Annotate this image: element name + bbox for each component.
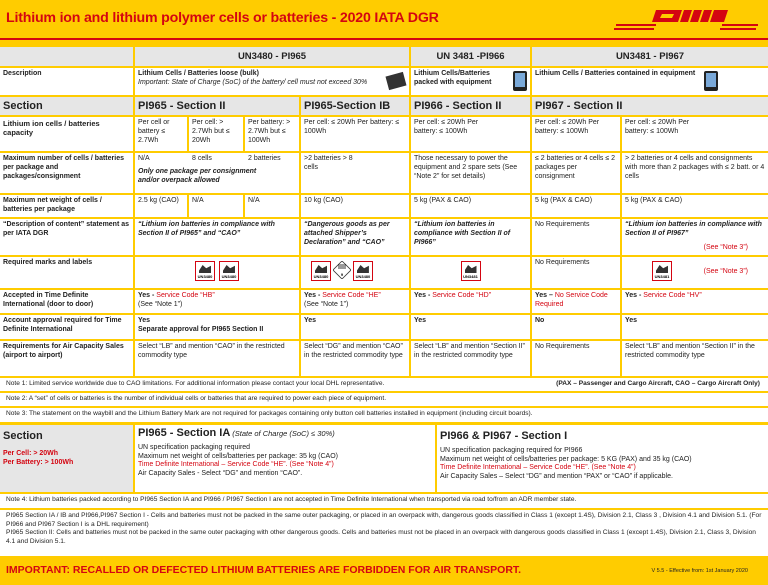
max-weight-c3: N/A bbox=[245, 195, 299, 217]
footer-warning: IMPORTANT: RECALLED OR DEFECTED LITHIUM BATTERIES ARE FORBIDDEN FOR AIR TRANSPORT. bbox=[6, 564, 522, 576]
note-3: Note 3: The statement on the waybill and the Lithium Battery Mark are not required for packages containing only button cell batteries installed in equipment (including circuit boards). bbox=[0, 408, 768, 422]
lithium-battery-mark-icon: UN3481 bbox=[461, 261, 481, 281]
max-weight-c2: N/A bbox=[189, 195, 243, 217]
description-content-c5: “Lithium ion batteries in compliance with Section II of PI966” bbox=[411, 219, 530, 255]
time-definite-row: Accepted in Time Definite International (door to door) Yes - Service Code “HB” (See “Note 1”) Yes - Service Code “HE” (See “Note 1”) Yes - Service Code “HD” Yes – No Service Code Required Yes - Service Code “HV” bbox=[0, 290, 768, 313]
version-label: V 5.5 - Effective from: 1st January 2020 bbox=[651, 568, 748, 574]
description-content-c1: “Lithium ion batteries in compliance with Section II of PI965” and “CAO” bbox=[135, 219, 299, 255]
max-number-c1: N/A bbox=[138, 155, 150, 162]
marks-c7-note: (See “Note 3”) bbox=[703, 268, 748, 275]
max-weight-c7: 5 kg (PAX & CAO) bbox=[622, 195, 768, 217]
section-pi965-ib: PI965-Section IB bbox=[301, 97, 409, 115]
capacity-c4: Per cell: ≤ 20Wh Per battery: ≤ 100Wh bbox=[301, 117, 409, 151]
header-un3480: UN3480 - PI965 bbox=[135, 47, 409, 66]
description-content-c4: “Dangerous goods as per attached Shipper’s Declaration” and “CAO” bbox=[301, 219, 409, 255]
section-row bbox=[0, 97, 768, 115]
lithium-battery-mark-icon: UN3480 bbox=[219, 261, 239, 281]
svg-text:9: 9 bbox=[340, 272, 344, 277]
lithium-battery-mark-icon: UN3481 bbox=[652, 261, 672, 281]
section-pi967-ii: PI967 - Section II bbox=[532, 97, 768, 115]
page-title: Lithium ion and lithium polymer cells or batteries - 2020 IATA DGR bbox=[6, 10, 439, 26]
max-weight-row bbox=[0, 195, 768, 217]
section-pi966-ii: PI966 - Section II bbox=[411, 97, 530, 115]
phone-icon bbox=[704, 71, 718, 91]
lithium-battery-mark-icon: UN3480 bbox=[311, 261, 331, 281]
air-capacity-row: Requirements for Air Capacity Sales (airport to airport) Select “LB” and mention “CAO” in the restricted commodity type Select “DG” and mention “CAO” in the restricted commodity type Select “LB” and mention “Section II” in the restricted commodity type No Requirements Select “LB” and mention “Section II” in the restricted commodity type bbox=[0, 341, 768, 376]
capacity-c7: Per cell: ≤ 20Wh Per battery: ≤ 100Wh bbox=[622, 117, 768, 151]
section-i-row: Section Per Cell: > 20Wh Per Battery: > 100Wh PI965 - Section IA (State of Charge (SoC) ≤ 30%) UN specification packaging required Maximum net weight of cells/batteries per package: 35 kg (CAO) Time Definite International – Service Code “HE”. (See “Note 4”) Air Capacity Sales - Select “DG” and mention “CAO”. PI966 & PI967 - Section I UN specification packaging required for PI966 Maximum net weight of cells/batteries per package: 5 KG (PAX) and 35 kg (CAO) Time Definite International – Service Code “HE”. (See “Note 4”) Air Capacity Sales – Select “DG” and mention “PAX” or “CAO” if applicable. bbox=[0, 425, 768, 492]
max-weight-c4: 10 kg (CAO) bbox=[301, 195, 409, 217]
description-pi967: Lithium Cells / Batteries contained in equipment bbox=[535, 70, 696, 77]
lithium-battery-mark-icon: UN3480 bbox=[195, 261, 215, 281]
max-number-c6: ≤ 2 batteries or 4 cells ≤ 2 packages per consignment bbox=[532, 153, 620, 193]
description-content-c6: No Requirements bbox=[532, 219, 620, 255]
max-weight-c1: 2.5 kg (CAO) bbox=[135, 195, 187, 217]
capacity-label: Lithium ion cells / batteries capacity bbox=[0, 117, 133, 151]
description-pi965: Lithium Cells / Batteries loose (bulk) bbox=[138, 70, 259, 77]
header-un3481-967: UN3481 - PI967 bbox=[532, 47, 768, 66]
header-un3481-966: UN 3481 -PI966 bbox=[411, 47, 530, 66]
capacity-c2: Per cell: > 2.7Wh but ≤ 20Wh bbox=[189, 117, 243, 151]
marks-row bbox=[0, 257, 768, 288]
time-definite-label: Accepted in Time Definite International (door to door) bbox=[0, 290, 133, 313]
description-content-c7-note: (See “Note 3”) bbox=[703, 244, 748, 252]
account-row: Account approval required for Time Definite International Yes Separate approval for PI965 Section II Yes Yes No Yes bbox=[0, 315, 768, 339]
marks-label: Required marks and labels bbox=[0, 257, 133, 288]
title-divider bbox=[0, 38, 768, 40]
description-content-c7: “Lithium ion batteries in compliance with Section II of PI967” bbox=[625, 221, 762, 237]
capacity-row bbox=[0, 117, 768, 151]
max-number-c5: Those necessary to power the equipment and 2 spare sets (See “Note 2” for set details) bbox=[411, 153, 530, 193]
header-row bbox=[0, 47, 768, 66]
description-label: Description bbox=[0, 68, 133, 95]
description-pi966: Lithium Cells/Batteries packed with equipment bbox=[414, 70, 492, 86]
note-2: Note 2: A “set” of cells or batteries is the number of individual cells or batteries that are required to power each piece of equipment. bbox=[0, 393, 768, 406]
max-number-c3: 2 batteries bbox=[248, 155, 281, 162]
phone-icon bbox=[513, 71, 527, 91]
capacity-c3: Per battery: > 2.7Wh but ≤ 100Wh bbox=[245, 117, 299, 151]
dhl-logo bbox=[612, 6, 762, 34]
description-row bbox=[0, 68, 768, 95]
capacity-c6: Per cell: ≤ 20Wh Per battery: ≤ 100Wh bbox=[532, 117, 620, 151]
capacity-c1: Per cell or battery ≤ 2.7Wh bbox=[135, 117, 187, 151]
account-label: Account approval required for Time Definite International bbox=[0, 315, 133, 339]
section-label: Section bbox=[0, 97, 133, 115]
max-weight-c5: 5 kg (PAX & CAO) bbox=[411, 195, 530, 217]
max-number-row bbox=[0, 153, 768, 193]
description-content-label: “Description of content” statement as per IATA DGR bbox=[0, 219, 133, 255]
note-4: Note 4: Lithium batteries packed according to PI965 Section IA and PI966 / PI967 Section I are not accepted in Time Definite International when transported via road to/from an ADR member state. bbox=[0, 494, 768, 508]
description-pi965-note: Important: State of Charge (SoC) of the battery/ cell must not exceed 30% bbox=[138, 78, 368, 86]
capacity-c5: Per cell: ≤ 20Wh Per battery: ≤ 100Wh bbox=[411, 117, 530, 151]
lithium-battery-mark-icon: UN3480 bbox=[353, 261, 373, 281]
max-number-c2: 8 cells bbox=[192, 155, 212, 162]
note-1: Note 1: Limited service worldwide due to CAO limitations. For additional information please contact your local DHL representative. (PAX – Passenger and Cargo Aircraft, CAO – Cargo Aircraft Only) bbox=[0, 378, 768, 391]
max-weight-c6: 5 kg (PAX & CAO) bbox=[532, 195, 620, 217]
max-weight-label: Maximum net weight of cells / batteries per package bbox=[0, 195, 133, 217]
max-number-note: Only one package per consignment and/or overpack allowed bbox=[138, 167, 257, 184]
section-pi965-ii: PI965 - Section II bbox=[135, 97, 299, 115]
air-capacity-label: Requirements for Air Capacity Sales (airport to airport) bbox=[0, 341, 133, 376]
marks-c6: No Requirements bbox=[532, 257, 620, 288]
max-number-c4: >2 batteries > 8 cells bbox=[301, 153, 409, 193]
packaging-restrictions: PI965 Section IA / IB and PI966,PI967 Section I - Cells and batteries must not be packed in the same outer packaging, or placed in an overpack with, dangerous goods classified in Class 1 (except 1.4S), Division 2.1, Class 3 , Division 4.1 and Division 5.1. (For PI966 and PI967 Section I is a DHL requirement) PI965 Section II: Cells and batteries must not be packed in the same outer packaging with other dangerous goods. Cells and batteries must not be placed in an overpack with dangerous goods classified in Class 1 (except 1.4S), Division 2.1, Class 3, Division 4.1 and Division 5.1. bbox=[0, 510, 768, 556]
max-number-label: Maximum number of cells / batteries per package and packages/consignment bbox=[0, 153, 133, 193]
max-number-c7: > 2 batteries or 4 cells and consignments with more than 2 packages with ≤ 2 batt. or 4 cells bbox=[622, 153, 768, 193]
class9-hazard-icon bbox=[333, 261, 351, 279]
description-content-row bbox=[0, 219, 768, 255]
